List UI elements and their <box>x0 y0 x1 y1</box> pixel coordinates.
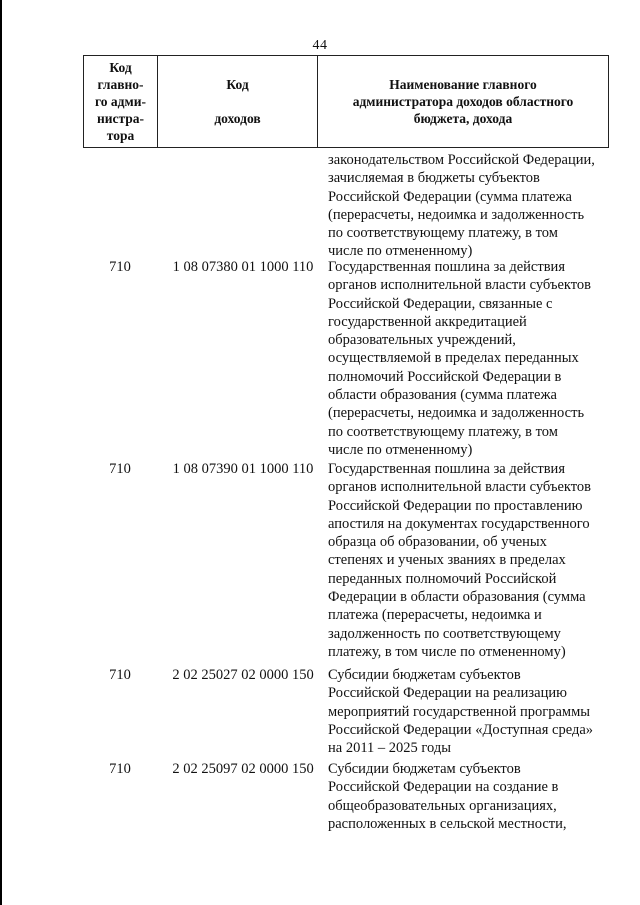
name-line: общеобразовательных организациях, <box>328 797 557 814</box>
name-line: полномочий Российской Федерации в <box>328 368 562 385</box>
name-line: области образования (сумма платежа <box>328 387 557 404</box>
name-line: Субсидии бюджетам субъектов <box>328 667 521 683</box>
name-line: зачисляемая в бюджеты субъектов <box>328 170 540 187</box>
name-line: по соответствующему платежу, в том <box>328 225 558 242</box>
name-line: платежу, в том числе по отмененному) <box>328 643 566 660</box>
name-line: Государственная пошлина за действия <box>328 259 565 275</box>
name-line: степенях и ученых званиях в пределах <box>328 552 566 569</box>
name-line: Российской Федерации «Доступная среда» <box>328 721 594 738</box>
row-name <box>328 760 613 833</box>
name-line: расположенных в сельской местности, <box>328 815 567 832</box>
name-line: образовательных учреждений, <box>328 332 516 349</box>
page-edge <box>0 0 2 905</box>
row-revenue-code: 1 08 07390 01 1000 110 <box>172 461 314 477</box>
row-admin-code: 710 <box>109 259 131 275</box>
name-line: числе по отмененному) <box>328 441 473 458</box>
name-line: Российской Федерации (сумма платежа <box>328 188 572 205</box>
name-line: (перерасчеты, недоимка и задолженность <box>328 206 585 223</box>
row-revenue-code: 1 08 07380 01 1000 110 <box>172 259 314 275</box>
row-admin-code: 710 <box>109 761 131 777</box>
name-line: органов исполнительной власти субъектов <box>328 479 591 496</box>
header-admin-code: Код главно- го адми- нистра- тора <box>84 56 158 147</box>
name-line: переданных полномочий Российской <box>328 570 557 587</box>
name-line: на 2011 – 2025 годы <box>328 740 451 757</box>
header-name: Наименование главного администратора доходов областного бюджета, дохода <box>352 77 574 126</box>
row-revenue-code: 2 02 25027 02 0000 150 <box>172 667 314 683</box>
name-line: Федерации в области образования (сумма <box>328 589 586 606</box>
name-line: осуществляемой в пределах переданных <box>328 350 579 367</box>
name-line: платежа (перерасчеты, недоимка и <box>328 607 542 624</box>
name-line: образца об образовании, об ученых <box>328 534 547 551</box>
name-line: (перерасчеты, недоимка и задолженность <box>328 405 585 422</box>
name-line: числе по отмененному) <box>328 243 473 260</box>
row-name <box>328 460 613 661</box>
page-number: 44 <box>312 38 328 53</box>
name-line: мероприятий государственной программы <box>328 703 590 720</box>
name-line: по соответствующему платежу, в том <box>328 423 558 440</box>
header-revenue-code: Код доходов <box>158 56 318 147</box>
row-name <box>328 666 613 757</box>
row-admin-code: 710 <box>109 461 131 477</box>
name-line: Российской Федерации на создание в <box>328 779 559 796</box>
row-name <box>328 151 613 261</box>
name-line: Российской Федерации по проставлению <box>328 497 583 514</box>
name-line: законодательством Российской Федерации, <box>328 152 595 168</box>
name-line: Российской Федерации, связанные с <box>328 295 553 312</box>
name-line: Российской Федерации на реализацию <box>328 685 567 702</box>
row-revenue-code: 2 02 25097 02 0000 150 <box>172 761 314 777</box>
name-line: органов исполнительной власти субъектов <box>328 277 591 294</box>
name-line: Государственная пошлина за действия <box>328 461 565 477</box>
row-admin-code: 710 <box>109 667 131 683</box>
name-line: задолженность по соответствующему <box>328 625 561 642</box>
row-name <box>328 258 613 459</box>
table-header <box>83 55 609 148</box>
name-line: государственной аккредитацией <box>328 313 527 330</box>
name-line: Субсидии бюджетам субъектов <box>328 761 521 777</box>
name-line: апостиля на документах государственного <box>328 515 590 532</box>
